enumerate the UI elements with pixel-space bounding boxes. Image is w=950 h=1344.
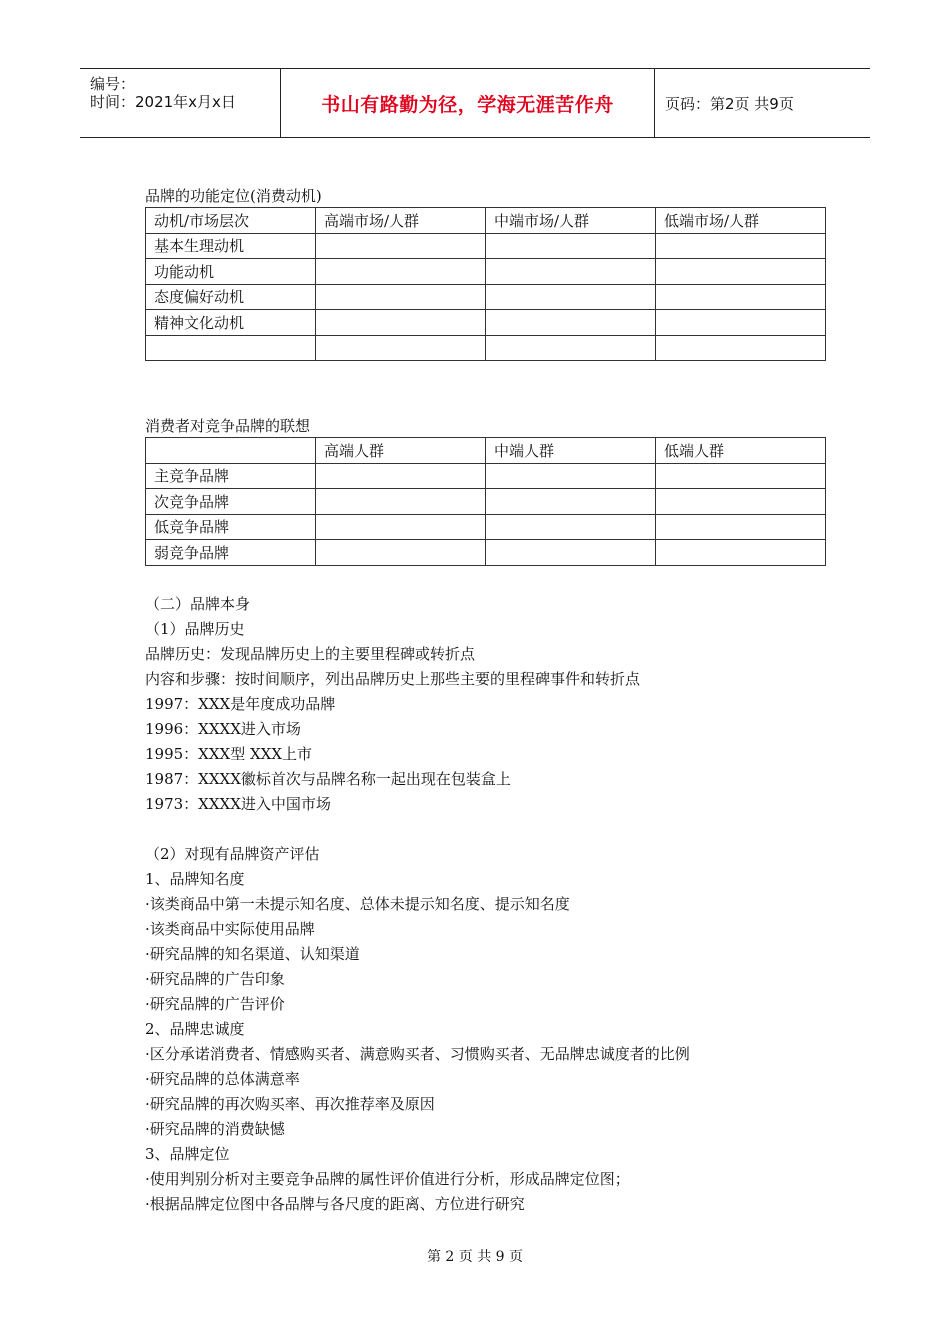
table-cell bbox=[316, 463, 486, 489]
table-cell bbox=[656, 463, 826, 489]
table-cell bbox=[316, 514, 486, 540]
table-cell bbox=[316, 310, 486, 336]
table-header-row bbox=[146, 208, 826, 234]
table-cell bbox=[486, 335, 656, 361]
table-cell bbox=[656, 233, 826, 259]
text-line: 1973：XXXX进入中国市场 bbox=[145, 795, 331, 813]
table-cell bbox=[656, 540, 826, 566]
text-line: 3、品牌定位 bbox=[145, 1145, 230, 1163]
table-cell bbox=[486, 284, 656, 310]
table-cell bbox=[316, 259, 486, 285]
header-page bbox=[655, 69, 870, 137]
text-line: 品牌历史：发现品牌历史上的主要里程碑或转折点 bbox=[145, 645, 476, 663]
text-line: ·研究品牌的再次购买率、再次推荐率及原因 bbox=[145, 1095, 435, 1113]
text-line: 1997：XXX是年度成功品牌 bbox=[145, 695, 336, 713]
table-row bbox=[146, 335, 826, 361]
text-line: ·区分承诺消费者、情感购买者、满意购买者、习惯购买者、无品牌忠诚度者的比例 bbox=[145, 1045, 690, 1063]
table-cell bbox=[486, 310, 656, 336]
table-cell bbox=[316, 540, 486, 566]
table-cell bbox=[486, 233, 656, 259]
row-label-cell: 次竞争品牌 bbox=[146, 489, 316, 515]
text-line: 1996：XXXX进入市场 bbox=[145, 720, 301, 738]
table-row bbox=[146, 514, 826, 540]
table2-title: 消费者对竞争品牌的联想 bbox=[145, 417, 311, 435]
header-meta bbox=[80, 69, 281, 137]
table-header-cell: 中端市场/人群 bbox=[486, 208, 656, 234]
table-row bbox=[146, 233, 826, 259]
table-row bbox=[146, 489, 826, 515]
table1-title: 品牌的功能定位(消费动机) bbox=[145, 187, 322, 205]
table-row bbox=[146, 284, 826, 310]
table-header-cell: 高端市场/人群 bbox=[316, 208, 486, 234]
table-cell bbox=[316, 233, 486, 259]
header-motto bbox=[281, 69, 655, 137]
table-row bbox=[146, 540, 826, 566]
table-cell bbox=[656, 284, 826, 310]
text-line: 1、品牌知名度 bbox=[145, 870, 245, 888]
table-cell bbox=[656, 489, 826, 515]
table-cell bbox=[656, 335, 826, 361]
table-row bbox=[146, 259, 826, 285]
competitor-table bbox=[145, 437, 826, 566]
table-row bbox=[146, 310, 826, 336]
table-cell bbox=[316, 284, 486, 310]
table-cell bbox=[486, 540, 656, 566]
table-header-cell: 高端人群 bbox=[316, 438, 486, 464]
table-header-cell: 中端人群 bbox=[486, 438, 656, 464]
table-header-cell: 低端市场/人群 bbox=[656, 208, 826, 234]
row-label-cell: 功能动机 bbox=[146, 259, 316, 285]
number-label: 编号： bbox=[90, 75, 136, 93]
table-cell bbox=[486, 489, 656, 515]
text-line: ·研究品牌的消费缺憾 bbox=[145, 1120, 285, 1138]
table-header-cell: 低端人群 bbox=[656, 438, 826, 464]
table-cell bbox=[656, 259, 826, 285]
row-label-cell: 低竞争品牌 bbox=[146, 514, 316, 540]
motivation-table bbox=[145, 207, 826, 361]
text-line: ·研究品牌的总体满意率 bbox=[145, 1070, 300, 1088]
table-cell bbox=[486, 514, 656, 540]
table-cell bbox=[316, 335, 486, 361]
text-line: ·研究品牌的广告印象 bbox=[145, 970, 285, 988]
page-header bbox=[80, 68, 870, 138]
table-cell bbox=[486, 259, 656, 285]
table-cell bbox=[656, 310, 826, 336]
row-label-cell: 弱竞争品牌 bbox=[146, 540, 316, 566]
time-label: 时间：2021年x月x日 bbox=[90, 93, 236, 111]
row-label-cell: 基本生理动机 bbox=[146, 233, 316, 259]
text-line: 2、品牌忠诚度 bbox=[145, 1020, 245, 1038]
text-line: ·该类商品中第一未提示知名度、总体未提示知名度、提示知名度 bbox=[145, 895, 570, 913]
text-line: （1）品牌历史 bbox=[145, 620, 245, 638]
table-cell bbox=[316, 489, 486, 515]
page-footer: 第 2 页 共 9 页 bbox=[426, 1249, 524, 1265]
text-line: （2）对现有品牌资产评估 bbox=[145, 845, 320, 863]
row-label-cell bbox=[146, 335, 316, 361]
table-cell bbox=[486, 463, 656, 489]
text-line: 1995：XXX型 XXX上市 bbox=[145, 745, 313, 763]
text-line: 1987：XXXX徽标首次与品牌名称一起出现在包装盒上 bbox=[145, 770, 511, 788]
text-line: （二）品牌本身 bbox=[145, 595, 251, 613]
text-line: 内容和步骤：按时间顺序，列出品牌历史上那些主要的里程碑事件和转折点 bbox=[145, 670, 641, 688]
text-line: ·研究品牌的广告评价 bbox=[145, 995, 285, 1013]
text-line: ·根据品牌定位图中各品牌与各尺度的距离、方位进行研究 bbox=[145, 1195, 525, 1213]
row-label-cell: 精神文化动机 bbox=[146, 310, 316, 336]
table-header-cell bbox=[146, 438, 316, 464]
table-header-row bbox=[146, 438, 826, 464]
motto-text: 书山有路勤为径，学海无涯苦作舟 bbox=[321, 93, 614, 116]
text-line: ·使用判别分析对主要竞争品牌的属性评价值进行分析，形成品牌定位图； bbox=[145, 1170, 630, 1188]
table-row bbox=[146, 463, 826, 489]
page-label: 页码：第2页 共9页 bbox=[665, 94, 794, 113]
text-line: ·研究品牌的知名渠道、认知渠道 bbox=[145, 945, 360, 963]
table-header-cell: 动机/市场层次 bbox=[146, 208, 316, 234]
text-line: ·该类商品中实际使用品牌 bbox=[145, 920, 315, 938]
row-label-cell: 态度偏好动机 bbox=[146, 284, 316, 310]
table-cell bbox=[656, 514, 826, 540]
row-label-cell: 主竞争品牌 bbox=[146, 463, 316, 489]
